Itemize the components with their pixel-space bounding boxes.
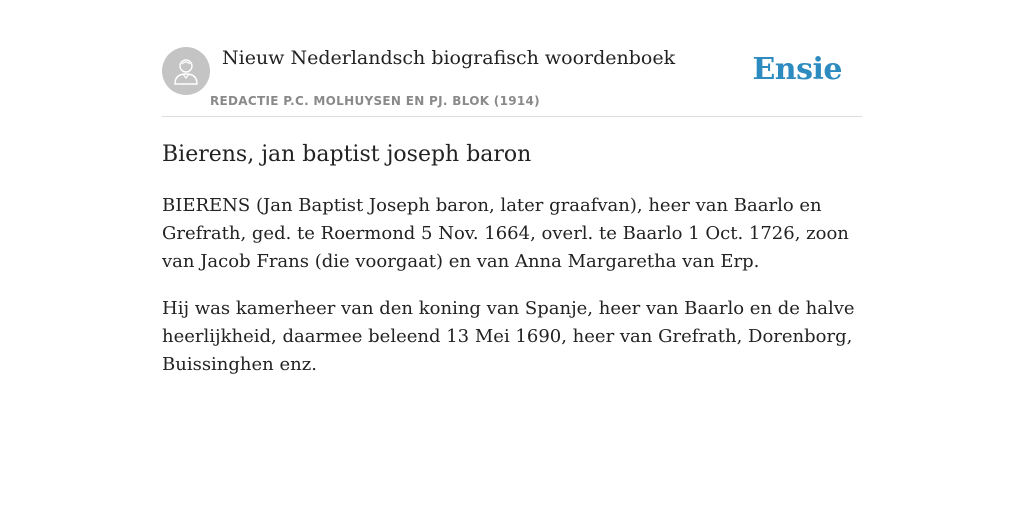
article-paragraph: BIERENS (Jan Baptist Joseph baron, later graafvan), heer van Baarlo en Grefrath, ged. te Roermond 5 Nov. 1664, overl. te Baarlo 1 Oct. 1726, zoon van Jacob Frans (die voorgaat) en van Anna Margaretha van Erp. <box>162 195 849 272</box>
brand-logo[interactable]: Ensie <box>752 52 842 87</box>
source-header <box>162 44 862 117</box>
article-paragraph: Hij was kamerheer van den koning van Spanje, heer van Baarlo en de halve heerlijkheid, daarmee beleend 13 Mei 1690, heer van Grefrath, Dorenborg, Buissinghen enz. <box>162 298 855 375</box>
article-title: Bierens, jan baptist joseph baron <box>162 142 532 167</box>
avatar[interactable] <box>162 47 210 95</box>
article-body <box>162 192 862 398</box>
source-subtitle: REDACTIE P.C. MOLHUYSEN EN PJ. BLOK (1914) <box>210 94 540 108</box>
source-title[interactable]: Nieuw Nederlandsch biografisch woordenboek <box>222 47 676 69</box>
user-silhouette-icon <box>172 56 200 86</box>
